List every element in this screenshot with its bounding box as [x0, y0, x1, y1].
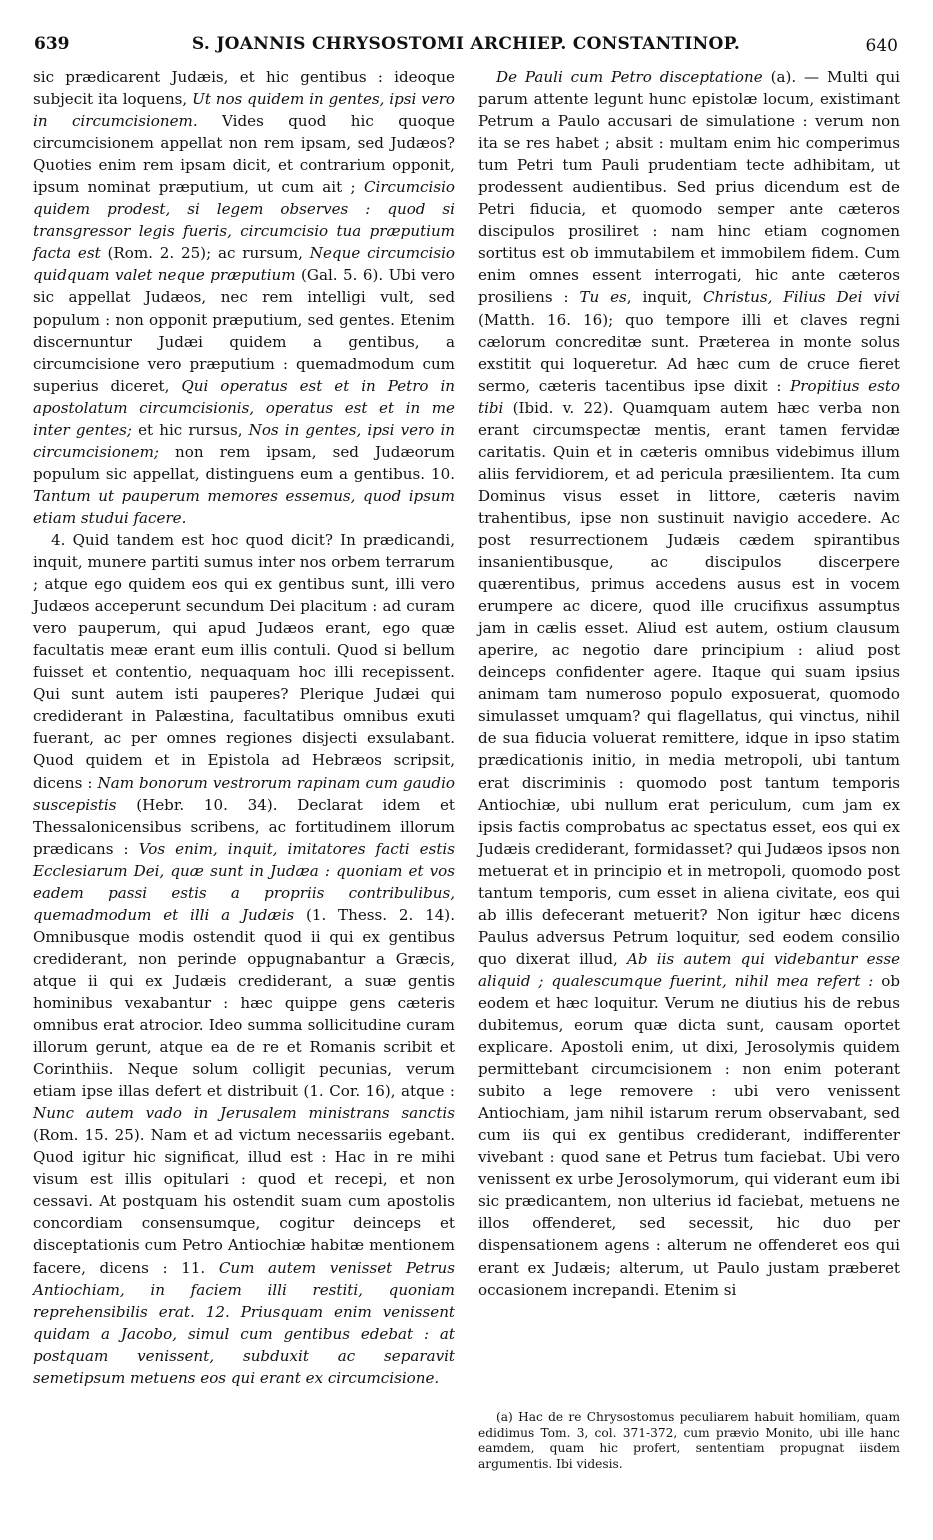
text-segment: (Gal. 5. 6). Ubi vero sic appellat Judæos, nec rem intelligi vult, sed populum : non opponit præputium, sed gentes. Etenim discernuntur Judæi quidem a gentibus, a circumcisione vero præputium : quemadmodum cum superius diceret,: [33, 266, 455, 395]
text-segment: (1. Thess. 2. 14). Omnibusque modis ostendit quod ii qui ex gentibus crediderant, non perinde oppugnabantur a Græcis, atque ii qui ex Judæis crediderant, a suæ gentis hominibus vexabantur : hæc quippe gens cæteris omnibus erat atrocior. Ideo summa sollicitudine curam illorum gerunt, atque ea de re et Romanis scribit et Corinthiis. Neque solum colligit pecunias, verum etiam ipse illas defert et distribuit (1. Cor. 16), atque :: [33, 905, 455, 1101]
italic-quote: Christus, Filius Dei vivi: [702, 288, 900, 307]
paragraph: [33, 529, 455, 1389]
text-segment: (Ibid. v. 22). Quamquam autem hæc verba non erant circumspectæ mentis, erant tamen fervidæ caritatis. Quin et in cæteris omnibus videbimus illum aliis fervidiorem, et ad pericula præsilientem. Ita cum Dominus visus esset in littore, cæteris navim trahentibus, ipse non sustinuit navigio accedere. Ac post resurrectionem Judæis cædem spirantibus insanientibusque, ac discipulos discerpere quærentibus, primus accedens ausus est in vocem erumpere ac dicere, quod ille crucifixus assumptus jam in cælis esset. Aliud est autem, ostium clausum aperire, ac negotio dare principium : aliud post deinceps confidenter agere. Itaque qui suam ipsius animam tam numeroso populo exposuerat, quomodo simulasset umquam? qui flagellatus, qui vinctus, nihil de sua fiducia voluerat remittere, idque in ipso statim prædicationis initio, in media metropoli, ubi tantum erat discriminis : quomodo post tantum temporis Antiochiæ, ubi nullum erat periculum, cum jam ex ipsis factis comprobatus ac spectatus esset, eos qui ex Judæis crediderant, formidasset? qui Judæos ipsos non metuerat et in principio et in metropoli, quomodo post tantum temporis, cum esset in aliena civitate, eos qui ab illis defecerant metuerit? Non igitur hæc dicens Paulus adversus Petrum loquitur, sed eodem consilio quo dixerat illud,: [478, 398, 900, 968]
italic-quote: Ab iis autem qui videbantur esse aliquid ; qualescumque fuerint, nihil mea refert :: [478, 949, 900, 990]
italic-quote: Qui operatus est et in Petro in apostolatum circumcisionis, operatus est et in me inter gentes;: [33, 376, 455, 439]
italic-quote: Neque circumcisio quidquam valet neque præputium: [33, 244, 455, 285]
footnote: [478, 1410, 900, 1472]
text-segment: , inquit,: [626, 288, 703, 307]
paragraph: [33, 66, 455, 529]
text-segment: non rem ipsam, sed Judæorum populum sic appellat, distinguens eum a gentibus. 10.: [33, 442, 455, 483]
italic-quote: Circumcisio quidem prodest, si legem observes : quod si transgressor legis fueris, circumcisio tua præputium facta est: [33, 178, 455, 263]
text-segment: et hic rursus,: [132, 420, 249, 439]
text-segment: ob eodem et hæc loquitur. Verum ne diutius his de rebus dubitemus, eorum quæ dicta sunt, causam oportet explicare. Apostoli enim, ut dixi, Jerosolymis quidem permittebant circumcisionem : non enim poterant subito a lege removere : ubi vero venissent Antiochiam, jam nihil istarum rerum observabant, sed cum iis qui ex gentibus crediderant, indifferenter vivebant : quod sane et Petrus tum faciebat. Ubi vero venissent ex urbe Jerosolymorum, qui viderant eum ibi sic prædicantem, non ulterius id faciebat, metuens ne illos offenderet, sed secessit, hic duo per dispensationem agens : alterum ne offenderet eos qui erant ex Judæis; alterum, ut Paulo justam præberet occasionem increpandi. Etenim si: [478, 971, 900, 1299]
italic-quote: Tantum ut pauperum memores essemus, quod ipsum etiam studui facere.: [33, 486, 455, 527]
paragraph: [478, 66, 900, 1301]
italic-quote: Nam bonorum vestrorum rapinam cum gaudio suscepistis: [33, 773, 455, 814]
running-title: S. JOANNIS CHRYSOSTOMI ARCHIEP. CONSTANTINOP.: [191, 34, 741, 54]
text-segment: sic prædicarent Judæis, et hic gentibus : ideoque subjecit ita loquens,: [33, 68, 455, 109]
text-segment: (Rom. 15. 25). Nam et ad victum necessariis egebant. Quod igitur hic significat, illud est : Hac in re mihi visum est illis opitulari : quod et recepi, et non cessavi. At postquam his ostendit suam cum apostolis concordiam consensumque, cogitur deinceps et disceptationis cum Petro Antiochiæ habitæ mentionem facere, dicens : 11.: [33, 1126, 455, 1277]
italic-quote: De Pauli cum Petro disceptatione: [496, 68, 763, 86]
italic-quote: Cum autem venisset Petrus Antiochiam, in faciem illi restiti, quoniam reprehensibilis erat. 12. Priusquam enim venissent quidam a Jacobo, simul cum gentibus edebat : at postquam venissent, subduxit ac separavit semetipsum metuens eos qui erant ex circumcisione.: [33, 1258, 455, 1387]
text-segment: (a). — Multi qui parum attente legunt hunc epistolæ locum, existimant Petrum a Paulo accusari de simulatione : verum non ita se res habet ; absit : multam enim hic comperimus tum Petri tum Pauli prudentiam tecte adhibitam, ut prodessent audientibus. Sed prius dicendum est de Petri fiducia, et quomodo semper ante cæteros discipulos prosiliret : nam hinc etiam cognomen sortitus est ob immutabilem et immobilem fidem. Cum enim omnes essent interrogati, hic ante cæteros prosiliens :: [478, 68, 901, 307]
italic-quote: Nos in gentes, ipsi vero in circumcisionem;: [33, 420, 455, 461]
italic-quote: Propitius esto tibi: [478, 376, 900, 417]
text-segment: (Hebr. 10. 34). Declarat idem et Thessalonicensibus scribens, ac fortitudinem illorum prædicans :: [33, 795, 455, 858]
right-text-column: [478, 66, 900, 1301]
italic-quote: Tu es: [579, 288, 627, 307]
footnote-paragraph: [478, 1410, 900, 1472]
text-segment: (Matth. 16. 16); quo tempore illi et claves regni cælorum concreditæ sunt. Præterea in monte solus exstitit qui loqueretur. Ad hæc cum de cruce fieret sermo, cæteris tacentibus ipse dixit :: [478, 310, 900, 395]
text-segment: (Rom. 2. 25); ac rursum,: [100, 244, 310, 263]
page-number-left: 639: [34, 34, 70, 54]
page-number-right: 640: [865, 36, 898, 56]
italic-quote: Vos enim, inquit, imitatores facti estis Ecclesiarum Dei, quæ sunt in Judæa : quoniam et vos eadem passi estis a propriis contribulibus, quemadmodum et illi a Judæis: [33, 839, 455, 924]
left-text-column: [33, 66, 455, 1389]
running-header: [34, 28, 898, 62]
text-segment: Vides quod hic quoque circumcisionem appellat non rem ipsam, sed Judæos? Quoties enim rem ipsam dicit, et contrarium opponit, ipsum nominat præputium, ut cum ait ;: [33, 112, 455, 197]
text-segment: 4. Quid tandem est hoc quod dicit? In prædicandi, inquit, munere partiti sumus inter nos orbem terrarum ; atque ego quidem eos qui ex gentibus sunt, illi vero Judæos acceperunt secundum Dei placitum : ad curam vero pauperum, qui apud Judæos erant, ego quæ facultatis meæ erant eum illis contuli. Quod si bellum fuisset et contentio, nequaquam hoc illi recepissent. Qui sunt autem isti pauperes? Plerique Judæi qui crediderant in Palæstina, facultatibus omnibus exuti fuerant, ac per omnes regiones disjecti exsulabant. Quod quidem et in Epistola ad Hebræos scripsit, dicens :: [33, 530, 455, 792]
footnote-text: (a) Hac de re Chrysostomus peculiarem habuit homiliam, quam edidimus Tom. 3, col. 371-372, cum prævio Monito, ubi ille hanc eamdem, quam hic profert, sententiam propugnat iisdem argumentis. Ibi videsis.: [478, 1410, 900, 1471]
italic-quote: Nunc autem vado in Jerusalem ministrans sanctis: [33, 1104, 455, 1123]
italic-quote: Ut nos quidem in gentes, ipsi vero in circumcisionem.: [33, 90, 455, 131]
